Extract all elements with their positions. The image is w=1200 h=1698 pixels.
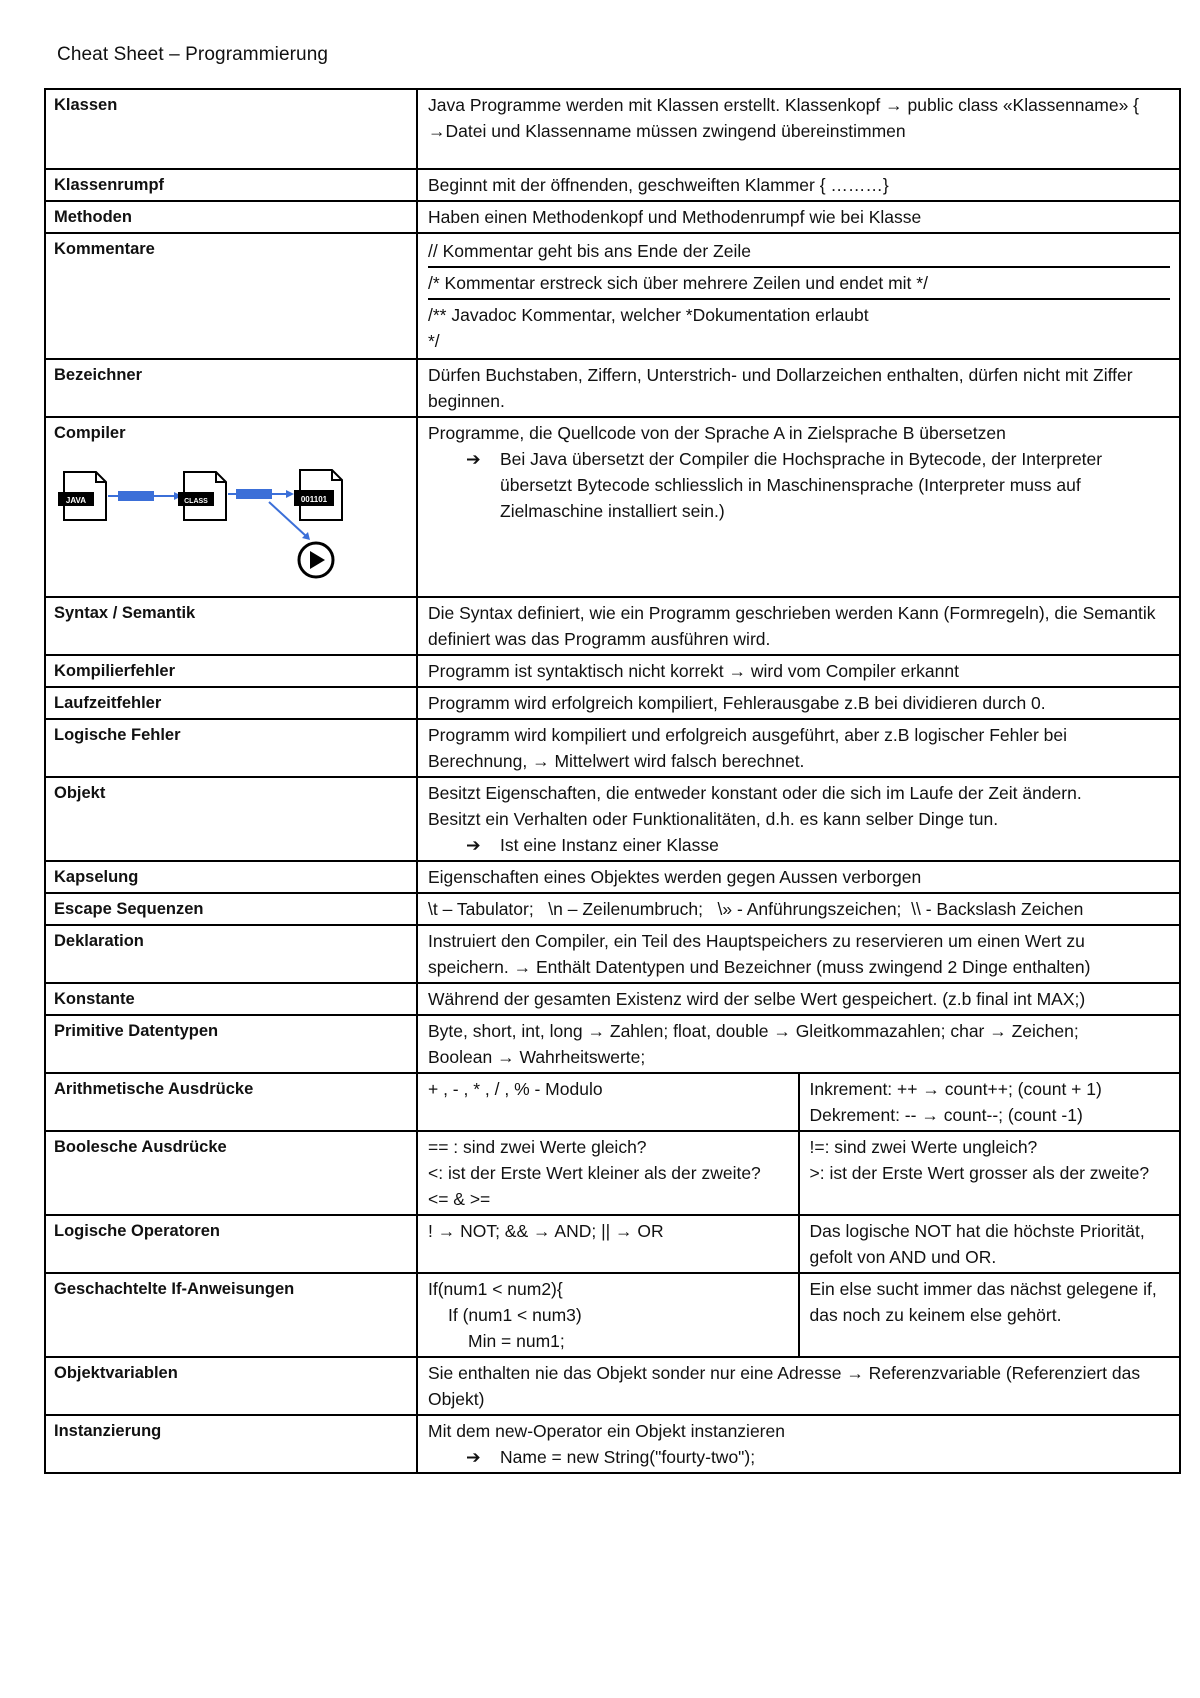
description-cell bbox=[417, 89, 1180, 169]
term-cell: Primitive Datentypen bbox=[45, 1015, 417, 1073]
description-cell bbox=[417, 777, 1180, 861]
bytecode-file-icon bbox=[178, 472, 226, 520]
bullet-text: Ist eine Instanz einer Klasse bbox=[500, 835, 719, 855]
description-cell bbox=[417, 359, 1180, 417]
description-line: <= & >= bbox=[428, 1189, 491, 1209]
table-row bbox=[45, 893, 1180, 925]
table-row bbox=[45, 89, 1180, 169]
left-cell bbox=[417, 1215, 799, 1273]
compile-arrow-icon bbox=[108, 491, 182, 501]
code-line: If(num1 < num2){ bbox=[428, 1279, 563, 1299]
description-line: >: ist der Erste Wert grosser als der zweite? bbox=[809, 1163, 1150, 1183]
description-line: /* Kommentar erstreck sich über mehrere Zeilen und endet mit */ bbox=[428, 268, 1170, 300]
term-cell: Objektvariablen bbox=[45, 1357, 417, 1415]
right-cell bbox=[799, 1073, 1181, 1131]
right-cell bbox=[799, 1215, 1181, 1273]
term-cell: Bezeichner bbox=[45, 359, 417, 417]
play-icon bbox=[299, 543, 333, 577]
description-line: Inkrement: ++ → count++; (count + 1) bbox=[809, 1079, 1102, 1099]
left-cell bbox=[417, 1273, 799, 1357]
description-line: Das logische NOT hat die höchste Priorität, gefolt von AND und OR. bbox=[809, 1221, 1150, 1267]
table-row bbox=[45, 233, 1180, 359]
description-line: Ein else sucht immer das nächst gelegene if, das noch zu keinem else gehört. bbox=[809, 1279, 1162, 1325]
description-line: // Kommentar geht bis ans Ende der Zeile bbox=[428, 236, 1170, 268]
description-line: Instruiert den Compiler, ein Teil des Hauptspeichers zu reservieren um einen Wert zu speichern. → Enthält Datentypen und Bezeichner (muss zwingend 2 Dinge enthalten) bbox=[428, 931, 1091, 977]
description-line: Mit dem new-Operator ein Objekt instanzieren bbox=[428, 1421, 785, 1441]
table-row bbox=[45, 1131, 1180, 1215]
bullet-line bbox=[428, 1444, 1169, 1470]
description-cell bbox=[417, 233, 1180, 359]
table-row bbox=[45, 1073, 1180, 1131]
term-cell: Kapselung bbox=[45, 861, 417, 893]
table-row bbox=[45, 655, 1180, 687]
description-cell bbox=[417, 597, 1180, 655]
file-label: CLASS bbox=[184, 498, 208, 505]
code-line: If (num1 < num3) bbox=[448, 1305, 582, 1325]
description-line: \t – Tabulator; \n – Zeilenumbruch; \» - Anführungszeichen; \\ - Backslash Zeichen bbox=[428, 899, 1084, 919]
table-row bbox=[45, 777, 1180, 861]
description-cell bbox=[417, 1415, 1180, 1473]
term-cell: Kompilierfehler bbox=[45, 655, 417, 687]
description-cell bbox=[417, 687, 1180, 719]
description-cell bbox=[417, 893, 1180, 925]
term-cell: Instanzierung bbox=[45, 1415, 417, 1473]
description-cell bbox=[417, 925, 1180, 983]
left-cell bbox=[417, 1131, 799, 1215]
table-row bbox=[45, 1357, 1180, 1415]
machine-code-file-icon bbox=[294, 470, 342, 520]
term-cell: Klassenrumpf bbox=[45, 169, 417, 201]
table-row bbox=[45, 687, 1180, 719]
table-row bbox=[45, 983, 1180, 1015]
description-cell bbox=[417, 1357, 1180, 1415]
arrow-icon: ➔ bbox=[466, 1447, 481, 1467]
term-cell: Konstante bbox=[45, 983, 417, 1015]
term-cell: Logische Operatoren bbox=[45, 1215, 417, 1273]
file-label: 001101 bbox=[300, 495, 328, 504]
arrow-icon: ➔ bbox=[466, 835, 481, 855]
left-cell bbox=[417, 1073, 799, 1131]
term-cell: Methoden bbox=[45, 201, 417, 233]
description-line: Boolean → Wahrheitswerte; bbox=[428, 1047, 646, 1067]
bullet-text: Name = new String("fourty-two"); bbox=[500, 1447, 756, 1467]
description-cell bbox=[417, 1015, 1180, 1073]
term-cell: Klassen bbox=[45, 89, 417, 169]
table-row bbox=[45, 417, 1180, 597]
compiler-diagram bbox=[54, 452, 354, 592]
description-line: Programm wird erfolgreich kompiliert, Fehlerausgabe z.B bei dividieren durch 0. bbox=[428, 693, 1046, 713]
table-row bbox=[45, 1415, 1180, 1473]
description-cell bbox=[417, 201, 1180, 233]
description-line: Eigenschaften eines Objektes werden gegen Aussen verborgen bbox=[428, 867, 922, 887]
term-cell: Arithmetische Ausdrücke bbox=[45, 1073, 417, 1131]
term-label: Compiler bbox=[54, 424, 126, 442]
description-line: Während der gesamten Existenz wird der selbe Wert gespeichert. (z.b final int MAX;) bbox=[428, 989, 1086, 1009]
file-label: JAVA bbox=[65, 496, 87, 505]
term-cell: Kommentare bbox=[45, 233, 417, 359]
bullet-line bbox=[428, 832, 1169, 858]
table-row bbox=[45, 1273, 1180, 1357]
description-line: <: ist der Erste Wert kleiner als der zweite? bbox=[428, 1163, 761, 1183]
right-cell bbox=[799, 1273, 1181, 1357]
description-cell bbox=[417, 655, 1180, 687]
description-line: Besitzt ein Verhalten oder Funktionalitäten, d.h. es kann selber Dinge tun. bbox=[428, 809, 999, 829]
table-row bbox=[45, 719, 1180, 777]
table-row bbox=[45, 359, 1180, 417]
description-line: Dürfen Buchstaben, Ziffern, Unterstrich- und Dollarzeichen enthalten, dürfen nicht mit Ziffer beginnen. bbox=[428, 365, 1138, 411]
description-line: Besitzt Eigenschaften, die entweder konstant oder die sich im Laufe der Zeit ändern. bbox=[428, 783, 1082, 803]
description-cell bbox=[417, 719, 1180, 777]
cheat-sheet-table bbox=[44, 88, 1181, 1474]
term-cell: Geschachtelte If-Anweisungen bbox=[45, 1273, 417, 1357]
description-line: Programme, die Quellcode von der Sprache A in Zielsprache B übersetzen bbox=[428, 423, 1006, 443]
description-line: Programm wird kompiliert und erfolgreich ausgeführt, aber z.B logischer Fehler bei Berechnung, → Mittelwert wird falsch berechnet. bbox=[428, 725, 1072, 771]
arrow-icon: ➔ bbox=[466, 449, 481, 469]
bullet-line bbox=[428, 446, 1169, 524]
term-cell bbox=[45, 417, 417, 597]
table-row bbox=[45, 201, 1180, 233]
table-row bbox=[45, 169, 1180, 201]
description-line: ! → NOT; && → AND; || → OR bbox=[428, 1221, 664, 1241]
right-cell bbox=[799, 1131, 1181, 1215]
description-line: →Datei und Klassenname müssen zwingend übereinstimmen bbox=[428, 121, 906, 141]
term-cell: Objekt bbox=[45, 777, 417, 861]
term-cell: Laufzeitfehler bbox=[45, 687, 417, 719]
description-cell bbox=[417, 983, 1180, 1015]
page-title: Cheat Sheet – Programmierung bbox=[57, 44, 329, 65]
table-row bbox=[45, 1015, 1180, 1073]
description-line: Programm ist syntaktisch nicht korrekt → wird vom Compiler erkannt bbox=[428, 661, 959, 681]
description-line: Die Syntax definiert, wie ein Programm geschrieben werden Kann (Formregeln), die Semantik definiert was das Programm ausführen wird. bbox=[428, 603, 1161, 649]
term-cell: Logische Fehler bbox=[45, 719, 417, 777]
term-cell: Escape Sequenzen bbox=[45, 893, 417, 925]
description-line: */ bbox=[428, 331, 440, 351]
description-line: Haben einen Methodenkopf und Methodenrumpf wie bei Klasse bbox=[428, 207, 922, 227]
table-row bbox=[45, 597, 1180, 655]
description-cell bbox=[417, 417, 1180, 597]
description-line: == : sind zwei Werte gleich? bbox=[428, 1137, 647, 1157]
description-cell bbox=[417, 861, 1180, 893]
description-line: Byte, short, int, long → Zahlen; float, double → Gleitkommazahlen; char → Zeichen; bbox=[428, 1021, 1079, 1041]
description-line: + , - , * , / , % - Modulo bbox=[428, 1079, 603, 1099]
table-row bbox=[45, 925, 1180, 983]
term-cell: Deklaration bbox=[45, 925, 417, 983]
description-cell bbox=[417, 169, 1180, 201]
term-cell: Boolesche Ausdrücke bbox=[45, 1131, 417, 1215]
description-line: Beginnt mit der öffnenden, geschweiften Klammer { ………} bbox=[428, 175, 889, 195]
description-line: !=: sind zwei Werte ungleich? bbox=[809, 1137, 1038, 1157]
code-line: Min = num1; bbox=[468, 1331, 565, 1351]
source-file-icon bbox=[58, 472, 106, 520]
bullet-text: Bei Java übersetzt der Compiler die Hochsprache in Bytecode, der Interpreter übersetzt Bytecode schliesslich in Maschinensprache (Interpreter muss auf Zielmaschine installiert sein.) bbox=[500, 449, 1103, 521]
table-row bbox=[45, 1215, 1180, 1273]
term-cell: Syntax / Semantik bbox=[45, 597, 417, 655]
description-line: Sie enthalten nie das Objekt sonder nur eine Adresse → Referenzvariable (Referenziert das Objekt) bbox=[428, 1363, 1145, 1409]
table-row bbox=[45, 861, 1180, 893]
description-line: Dekrement: -- → count--; (count -1) bbox=[809, 1105, 1083, 1125]
description-line: Java Programme werden mit Klassen erstellt. Klassenkopf → public class «Klassenname» { bbox=[428, 95, 1140, 115]
description-line: /** Javadoc Kommentar, welcher *Dokumentation erlaubt bbox=[428, 305, 869, 325]
